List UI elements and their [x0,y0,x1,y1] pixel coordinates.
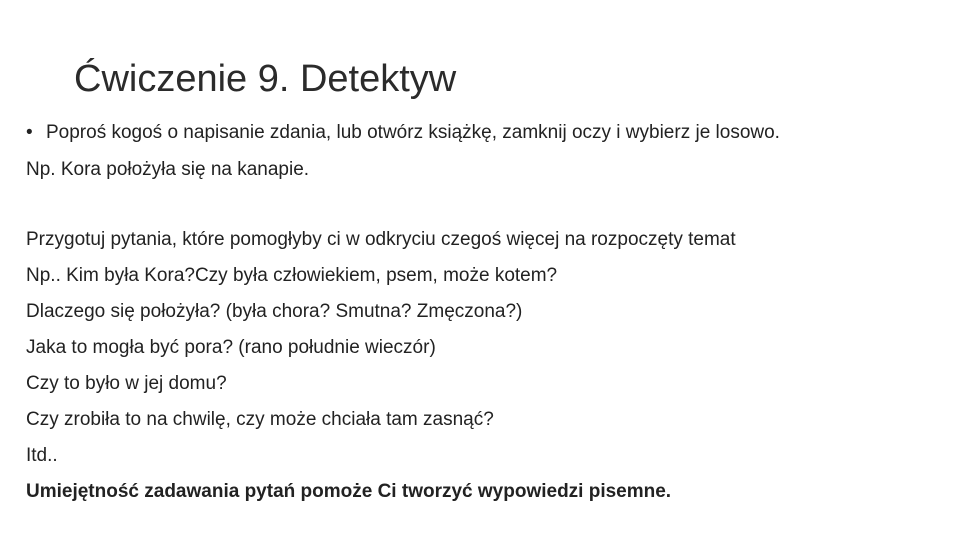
question-line: Czy zrobiła to na chwilę, czy może chciała tam zasnąć? [26,409,494,430]
question-line: Czy to było w jej domu? [26,373,227,394]
slide-title: Ćwiczenie 9. Detektyw [74,58,457,100]
bullet-line [26,120,780,146]
etc-line: Itd.. [26,445,58,466]
conclusion-line: Umiejętność zadawania pytań pomoże Ci tworzyć wypowiedzi pisemne. [26,481,672,502]
questions-intro: Przygotuj pytania, które pomogłyby ci w odkryciu czegoś więcej na rozpoczęty temat [26,229,736,250]
instruction-text: Poproś kogoś o napisanie zdania, lub otwórz książkę, zamknij oczy i wybierz je losowo. [46,122,780,143]
question-line: Jaka to mogła być pora? (rano południe wieczór) [26,337,436,358]
question-line: Dlaczego się położyła? (była chora? Smutna? Zmęczona?) [26,301,523,322]
bullet-icon: • [26,122,33,143]
question-line: Np.. Kim była Kora?Czy była człowiekiem, psem, może kotem? [26,265,558,286]
example-sentence: Np. Kora położyła się na kanapie. [26,159,310,180]
